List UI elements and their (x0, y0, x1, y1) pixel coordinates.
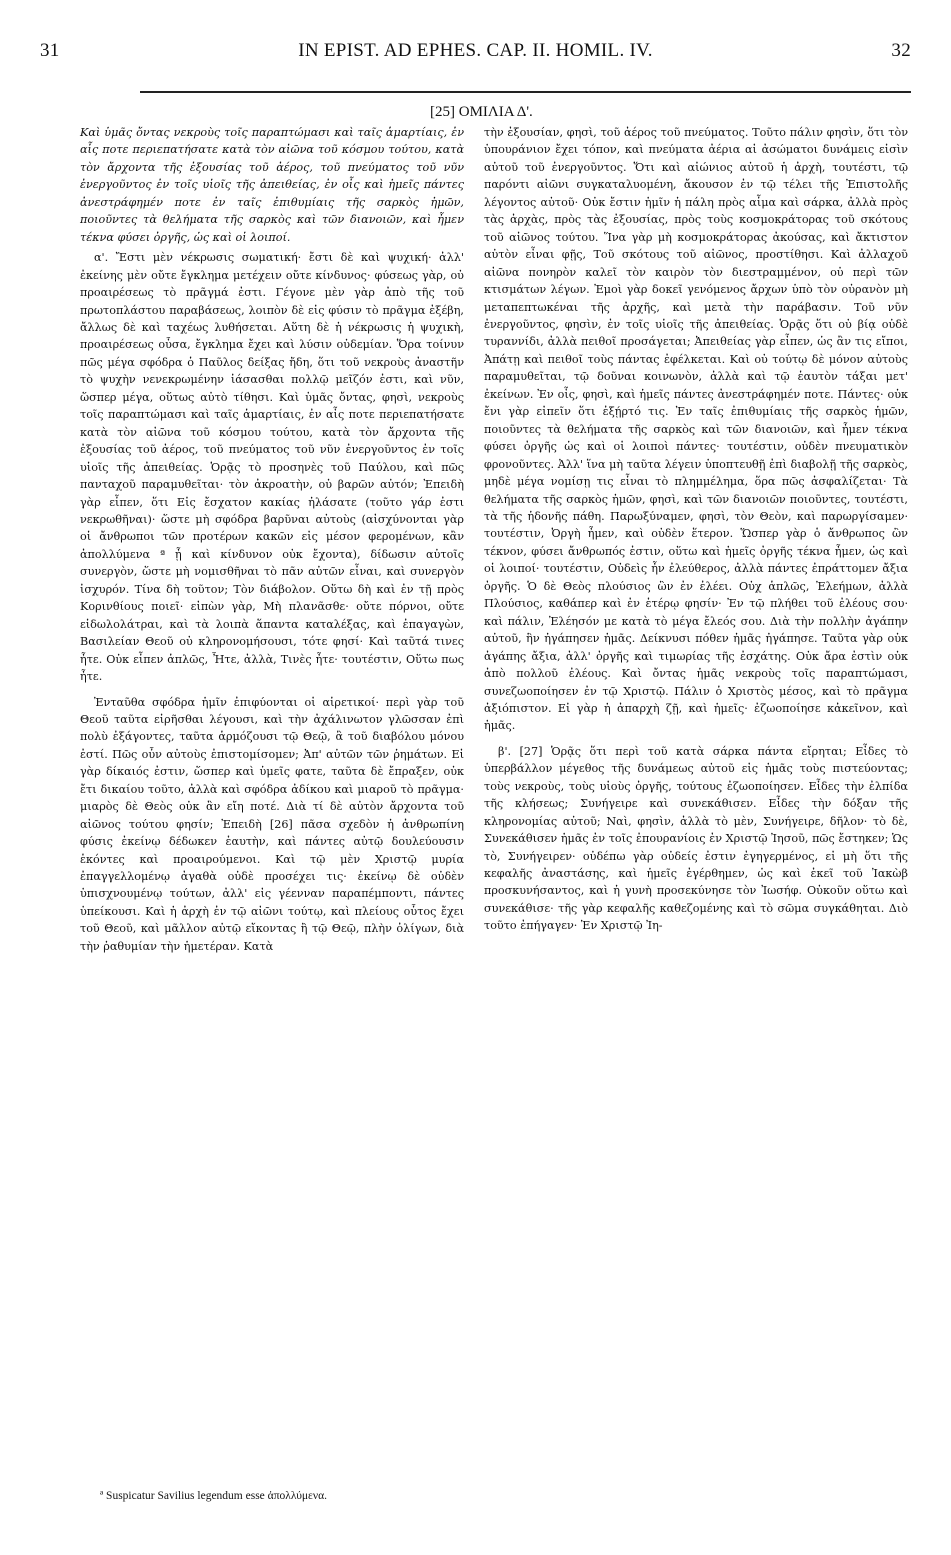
left-paragraph-1: α'. Ἔστι μὲν νέκρωσις σωματική· ἔστι δὲ καὶ ψυχική· ἀλλ' ἐκείνης μὲν οὔτε ἔγκλημα μετέχειν οὔτε κίνδυνος· φύσεως γὰρ, οὐ προαιρέσεως τὸ πρᾶγμά ἐστι. Γέγονε μὲν γὰρ ἀπὸ τῆς τοῦ πρωτοπλάστου παραβάσεως, λοιπὸν δὲ εἰς φύσιν τὸ πρᾶγμα ἐξέβη, ἄλλως δὲ καὶ ταχέως λυθήσεται. Αὕτη δὲ ἡ νέκρωσις ἡ ψυχικὴ, προαιρέσεως οὖσα, ἔγκλημα ἔχει καὶ λύσιν οὐδεμίαν. Ὅρα τοίνυν πῶς μέγα σφόδρα ὁ Παῦλος δείξας ἤδη, ὅτι τοῦ νεκροὺς ἀναστῆν τὸ ψυχὴν νενεκρωμένην ἰάσασθαι πολλῷ μεῖζόν ἐστι, καὶ νῦν, ὥσπερ μέγα, οὕτως αὐτὸ τίθησι. Καὶ ὑμᾶς ὄντας, φησὶ, νεκροὺς τοῖς παραπτώμασι καὶ ταῖς ἁμαρτίαις, ἐν αἷς ποτε περιεπατήσατε κατὰ τὸν αἰῶνα τοῦ κόσμου τούτου, κατὰ τὸν ἄρχοντα τῆς ἐξουσίας τοῦ ἀέρος, τοῦ πνεύματος τοῦ νῦν ἐνεργοῦντος ἐν τοῖς υἱοῖς τῆς ἀπειθείας. Ὁρᾷς τὸ προσηνὲς τοῦ Παύλου, καὶ πῶς πανταχοῦ παραμυθεῖται· τὸν ἀκροατὴν, οὐ βαρῶν αὐτόν; Ἐπειδὴ γὰρ εἶπεν, ὅτι Εἰς ἔσχατον κακίας ἠλάσατε (τοῦτο γάρ ἐστι νεκρωθῆναι)· ὥστε μὴ σφόδρα βαρῦναι αὐτοὺς (αἰσχύνονται γὰρ οἱ ἄνθρωποι τῶν προτέρων κακῶν εἰς μέσον φερομένων, κἂν ἀπολλύμενα ª ᾖ καὶ κίνδυνον οὐκ ἔχοντα), δίδωσιν αὐτοῖς συνεργὸν, ὥστε μὴ νομισθῆναι τὸ πᾶν αὐτῶν εἶναι, καὶ συνεργὸν ἰσχυρόν. Τίνα δὴ τοῦτον; Τὸν διάβολον. Οὕτω δὴ καὶ ἐν τῇ πρὸς Κορινθίους ποιεῖ· εἰπὼν γὰρ, Μὴ πλανᾶσθε· οὔτε πόρνοι, οὔτε εἰδωλολάτραι, καὶ τὰ λοιπὰ ἅπαντα καταλέξας, καὶ ἐπαγαγὼν, Βασιλείαν Θεοῦ οὐ κληρονομήσουσι, τότε φησί· Καὶ ταῦτά τινες ἦτε. Οὐκ εἶπεν ἁπλῶς, Ἦτε, ἀλλὰ, Τινὲς ἦτε· τουτέστιν, Οὕτω πως ἦτε. (80, 251, 464, 684)
verse-text-italic: Καὶ ὑμᾶς ὄντας νεκροὺς τοῖς παραπτώμασι καὶ ταῖς ἁμαρτίαις, ἐν αἷς ποτε περιεπατήσατε κατὰ τὸν αἰῶνα τοῦ κόσμου τούτου, κατὰ τὸν ἄρχοντα τῆς ἐξουσίας τοῦ ἀέρος, τοῦ πνεύματος τοῦ νῦν ἐνεργοῦντος ἐν τοῖς υἱοῖς τῆς ἀπειθείας, ἐν οἷς καὶ ἡμεῖς πάντες ἀνεστράφημέν ποτε ἐν ταῖς ἐπιθυμίαις τῆς σαρκὸς ἡμῶν, ποιοῦντες τὰ θελήματα τῆς σαρκὸς καὶ τῶν διανοιῶν, καὶ ἦμεν τέκνα φύσει ὀργῆς, ὡς καὶ οἱ λοιποί. (80, 126, 464, 244)
left-paragraph-2: Ἐνταῦθα σφόδρα ἡμῖν ἐπιφύονται οἱ αἱρετικοί· περὶ γὰρ τοῦ Θεοῦ ταῦτα εἰρῆσθαι λέγουσι, καὶ τὴν ἀχάλινωτον γλῶσσαν ἐπὶ πολὺ ἐξάγοντες, ταῦτα ἁρμόζουσι τῷ Θεῷ, ἃ τοῦ διαβόλου μόνου ἐστί. Πῶς οὖν αὐτοὺς ἐπιστομίσομεν; Ἀπ' αὐτῶν τῶν ῥημάτων. Εἰ γὰρ δίκαιός ἐστιν, ὥσπερ καὶ ὑμεῖς φατε, ταῦτα δὲ ἔπραξεν, οὐκ ἔτι δικαίου τοῦτο, ἀλλὰ καὶ σφόδρα ἀδίκου καὶ μιαροῦ τὸ πρᾶγμα· μιαρὸς δὲ Θεὸς οὐκ ἂν εἴη ποτέ. Διὰ τί δὲ αὐτὸν ἄρχοντα τοῦ αἰῶνος τούτου φησίν; Ἐπειδὴ [26] πᾶσα σχεδὸν ἡ ἀνθρωπίνη φύσις ἐκείνῳ δέδωκεν ἑαυτὴν, καὶ πάντες αὐτῷ δουλεύουσιν ἑκόντες καὶ προαιρούμενοι. Καὶ τῷ μὲν Χριστῷ μυρία ἐπαγγελλομένῳ ἀγαθὰ οὐδὲ προσέχει τις· ἐκείνῳ δὲ οὐδὲν ὑπισχνουμένῳ τούτων, ἀλλ' εἰς γέενναν παραπέμποντι, πάντες ὑπείκουσι. Καὶ ἡ ἀρχὴ ἐν τῷ αἰῶνι τούτῳ, καὶ πλείους οὗτος ἔχει τοῦ Θεοῦ, καὶ μᾶλλον αὐτῷ εἴκοντας ἢ τῷ Θεῷ, πλὴν ὀλίγων, διὰ τὴν ῥαθυμίαν τὴν ἡμετέραν. Κατὰ (80, 695, 464, 953)
header-rule (140, 91, 911, 93)
homily-title: [25] ΟΜΙΛΙΑ Δ'. (430, 104, 533, 120)
page-number-right: 32 (891, 40, 911, 61)
page-number-left: 31 (40, 40, 60, 61)
verse-text (80, 124, 464, 246)
left-column (80, 124, 464, 955)
right-column (484, 124, 908, 935)
running-header (40, 40, 911, 70)
running-title: IN EPIST. AD EPHES. CAP. II. HOMIL. IV. (298, 40, 653, 61)
footnote: ª Suspicatur Savilius legendum esse ἀπολλύμενα. (100, 1490, 327, 1502)
right-paragraph-2: β'. [27] Ὁρᾷς ὅτι περὶ τοῦ κατὰ σάρκα πάντα εἴρηται; Εἶδες τὸ ὑπερβάλλον μέγεθος τῆς δυνάμεως αὐτοῦ εἰς ἡμᾶς τοὺς πιστεύοντας; τοὺς νεκροὺς, τοὺς υἱοὺς ὀργῆς, τούτους ἐζωοποίησεν. Εἶδες τὴν ἐλπίδα τῆς κλήσεως; Συνήγειρε καὶ συνεκάθισεν. Εἶδες τὴν δόξαν τῆς κληρονομίας αὐτοῦ; Ναὶ, φησὶν, ἀλλὰ τὸ μὲν, Συνήγειρε, δῆλον· τὸ δὲ, Συνεκάθισεν ἡμᾶς ἐν τοῖς ἐπουρανίοις ἐν Χριστῷ Ἰησοῦ, πῶς ἔστηκεν; Ὡς τὸ, Συνήγειρεν· οὐδέπω γὰρ οὐδείς ἐστιν ἐγηγερμένος, εἰ μὴ ὅτι τῆς κεφαλῆς ἀναστάσης, καὶ ἡμεῖς ἐγέρθημεν, ὡς καὶ ἐκεῖ τοῦ Ἰακὼβ προσκυνήσαντος, καὶ ἡ γυνὴ προσεκύνησε τὸν Ἰωσήφ. Οὐκοῦν οὕτω καὶ συνεκάθισε· τῆς γὰρ κεφαλῆς καθεζομένης καὶ τὸ σῶμα συγκάθηται. Διὸ τοῦτο ἐπήγαγεν· Ἐν Χριστῷ Ἰη- (484, 744, 908, 933)
right-paragraph-1: τὴν ἐξουσίαν, φησὶ, τοῦ ἀέρος τοῦ πνεύματος. Τοῦτο πάλιν φησὶν, ὅτι τὸν ὑπουράνιον ἔχει τόπον, καὶ πνεύματα ἀέρια αἱ ἀσώματοι δυνάμεις εἰσὶν αὐτοῦ τοῦ ἐνεργοῦντος. Ὅτι καὶ αἰώνιος αὐτοῦ ἡ ἀρχὴ, τουτέστι, τῷ παρόντι αἰῶνι συγκαταλυομένη, ἄκουσον ἐν τῷ τέλει τῆς Ἐπιστολῆς λέγοντος αὐτοῦ· Οὐκ ἔστιν ἡμῖν ἡ πάλη πρὸς αἷμα καὶ σάρκα, ἀλλὰ πρὸς τὰς ἀρχὰς, πρὸς τὰς ἐξουσίας, πρὸς τοὺς κοσμοκράτορας τοῦ σκότους τοῦ αἰῶνος τούτου. Ἵνα γὰρ μὴ κοσμοκράτορας ἀκούσας, καὶ ἄκτιστον αὐτὸν εἶναι φῇς, Τοῦ σκότους τοῦ αἰῶνος, προστίθησι. Καὶ ἀλλαχοῦ αἰῶνα πονηρὸν καλεῖ τὸν καιρὸν τὸν διεστραμμένον, οὐ περὶ τῶν κτισμάτων λέγων. Ἐμοὶ γὰρ δοκεῖ γενόμενος ἄρχων ὑπὸ τὸν οὐρανὸν μὴ μεταπεπτωκέναι τῆς ἀρχῆς, καὶ μετὰ τὴν παράβασιν. Τοῦ νῦν ἐνεργοῦντος, φησὶν, ἐν τοῖς υἱοῖς τῆς ἀπειθείας. Ὁρᾷς ὅτι οὐ βίᾳ οὐδὲ τυραννίδι, ἀλλὰ πειθοῖ προσάγεται; Ἀπειθείας γὰρ εἶπεν, ὡς ἂν τις εἴποι, Ἀπάτῃ καὶ πειθοῖ τοὺς πάντας ἐφέλκεται. Καὶ οὐ τούτῳ δὲ μόνον αὐτοὺς παραμυθεῖται, τῷ δοῦναι κοινωνὸν, ἀλλὰ καὶ τῷ ἑαυτὸν τάξαι μετ' ἐκείνων. Ἐν οἷς, φησὶ, καὶ ἡμεῖς πάντες ἀνεστράφημέν ποτε. Πάντες· οὐκ ἔνι γὰρ εἰπεῖν ὅτι ἐξῄρτό τις. Ἐν ταῖς ἐπιθυμίαις τῆς σαρκὸς ἡμῶν, ποιοῦντες τὰ θελήματα τῆς σαρκὸς καὶ τῶν διανοιῶν, καὶ ἦμεν τέκνα φύσει ὀργῆς ὡς καὶ οἱ λοιποὶ πάντες· τουτέστιν, οὐδὲν πνευματικὸν φρονοῦντες. Ἀλλ' ἵνα μὴ ταῦτα λέγειν ὑποπτευθῇ ἐπὶ διαβολῇ τῆς σαρκὸς, μηδὲ μέγα νομίσῃ τις εἶναι τὸ πλημμέλημα, ὅρα πῶς ἀσφαλίζεται· Τὰ θελήματα τῆς σαρκὸς ἡμῶν, φησὶ, καὶ τῶν διανοιῶν ποιοῦντες, τουτέστι, τὰ τῆς ἡδονῆς πάθη. Παρωξύναμεν, φησὶ, τὸν Θεὸν, καὶ παρωργίσαμεν· τουτέστιν, Ὀργὴ ἦμεν, καὶ οὐδὲν ἕτερον. Ὥσπερ γὰρ ὁ ἄνθρωπος ὢν τέκνον, φύσει ἄνθρωπός ἐστιν, οὕτω καὶ ἡμεῖς ὀργῆς τέκνα ἦμεν, ὡς καὶ οἱ λοιποί· τουτέστιν, Οὐδεὶς ἦν ἐλεύθερος, ἀλλὰ πάντες ἐπράττομεν ἄξια ὀργῆς. Ὁ δὲ Θεὸς πλούσιος ὢν ἐν ἐλέει. Οὐχ ἁπλῶς, Ἐλεήμων, ἀλλὰ Πλούσιος, καθάπερ καὶ ἐν ἑτέρῳ φησίν· Ἐν τῷ πλήθει τοῦ ἐλέους σου· καὶ πάλιν, Ἐλέησόν με κατὰ τὸ μέγα ἔλεός σου. Διὰ τὴν πολλὴν ἀγάπην αὐτοῦ, ἣν ἠγάπησεν ἡμᾶς. Δείκνυσι πόθεν ἡμᾶς ἠγάπησε. Ταῦτα γὰρ οὐκ ἀγάπης ἄξια, ἀλλ' ὀργῆς καὶ τιμωρίας τῆς ἐσχάτης. Οὐκ ἄρα ἐστὶν οὐκ ἀπὸ πολλοῦ ἐλέους. Καὶ ὄντας ἡμᾶς νεκροὺς τοῖς παραπτώμασι, συνεζωοποίησεν ἐν τῷ Χριστῷ. Πάλιν ὁ Χριστὸς μέσος, καὶ τὸ πρᾶγμα ἀξιόπιστον. Εἰ γὰρ ἡ ἀπαρχὴ ζῇ, καὶ ἡμεῖς· ἐζωοποίησε κἀκεῖνον, καὶ ἡμᾶς. (484, 126, 908, 733)
